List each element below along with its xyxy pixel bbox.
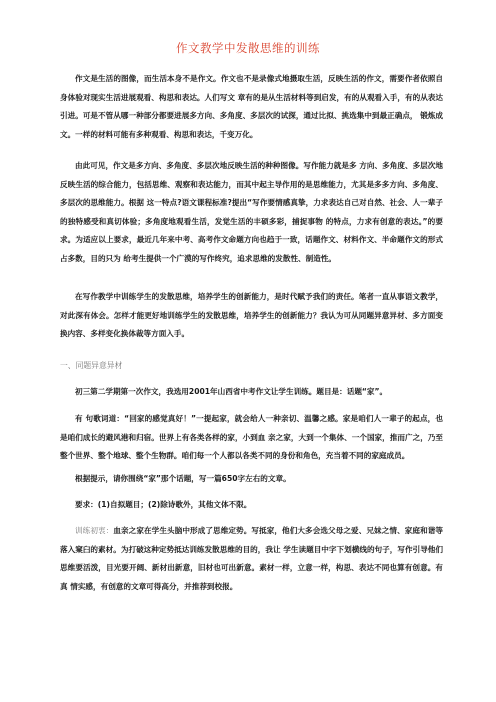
document-title: 作文教学中发散思维的训练	[176, 41, 320, 55]
paragraph-2: 由此可见，作文是多方向、多角度、多层次地反映生活的种种图像。写作能力就是多 方向、多角度、多层次地反映生活的综合能力，包括思维、观察和表达能力，而其中起主导作用的是思维能力，尤其是多多方向、多角度、多层次的思维能力。根据 这一特点?语文课程标准?提出“写作要情感真挚，力求表达自己对自然、社会、人一辈子的独特感受和真切体验；多角度地观看生活，发觉生活的丰硕多彩，捕捉事物 的特点，力求有创意的表达。”的要求。为适应以上要求，最近几年来中考、高考作文命题方向也趋于一致，话题作文、材料作文、半命题作文的形式占多数，目的只为 给考生提供一个广漠的写作终究，追求思维的发散性、制造性。	[60, 161, 443, 263]
paragraph-3: 在写作教学中训练学生的发散思维，培养学生的创新能力，是时代赋予我们的责任。笔者一直从事语文教学，对此深有体会。怎样才能更好地训练学生的发散思维，培养学生的创新能力？我认为可从同题异意异材、多方面变换内容、多样变化换体裁等方面入手。	[60, 292, 443, 339]
paragraph-8-lead: 训练初衷：	[75, 526, 114, 535]
paragraph-6: 根据提示，请你围绕“家”那个话题，写一篇650字左右的文章。	[75, 474, 291, 483]
paragraph-7: 要求：(1)自拟题目；(2)除诗歌外，其他文体不限。	[75, 500, 252, 509]
paragraph-5: 有 句歌词道：“回家的感觉真好！”一提起家，就会给人一种亲切、温馨之感。家是咱们人一辈子的起点，也是咱们成长的避风港和归宿。世界上有各类各样的家，小到血 亲之家，大到一个集体、一个国家，推而广之，乃至整个世界、整个地球、整个生物群。咱们每一个人都以各类不同的身份和角色，充当着不同的家庭成员。	[60, 414, 443, 461]
paragraph-8	[60, 522, 443, 596]
paragraph-8-body: 血亲之家在学生头脑中形成了思维定势。写抵家，他们大多会选父母之爱、兄妹之情、家庭和谐等落入窠臼的素材。为打破这种定势抵达训练发散思维的目的，我让 学生读题目中字下划横线的句子，写作引导他们思维要活泼，目光要开阔、新材出新意，旧材也可出新意。素材一样，立意一样，构思、表达不同也算有创意。有真 情实感，有创意的文章可得高分，并推荐到校报。	[60, 526, 443, 591]
paragraph-4: 初三第二学期第一次作文，我选用2001年山西省中考作文让学生训练。题目是：话题“家”。	[75, 387, 388, 396]
section-heading-1: 一、同题异意异材	[60, 361, 123, 370]
paragraph-1: 作文是生活的图像，而生活本身不是作文。作文也不是录像式地摄取生活，反映生活的作文，需要作者依照自身体验对现实生活进展观看、构思和表达。人们写文 章有的是从生活材料等到启发，有的从观看入手，有的从表达引进。可是不管从哪一种部分都要进展多方向、多角度、多层次的试探，通过比拟、挑选集中到最正确点， 锻炼成文。一样的材料可能有多种观看、构思和表达，千变万化。	[60, 74, 443, 139]
